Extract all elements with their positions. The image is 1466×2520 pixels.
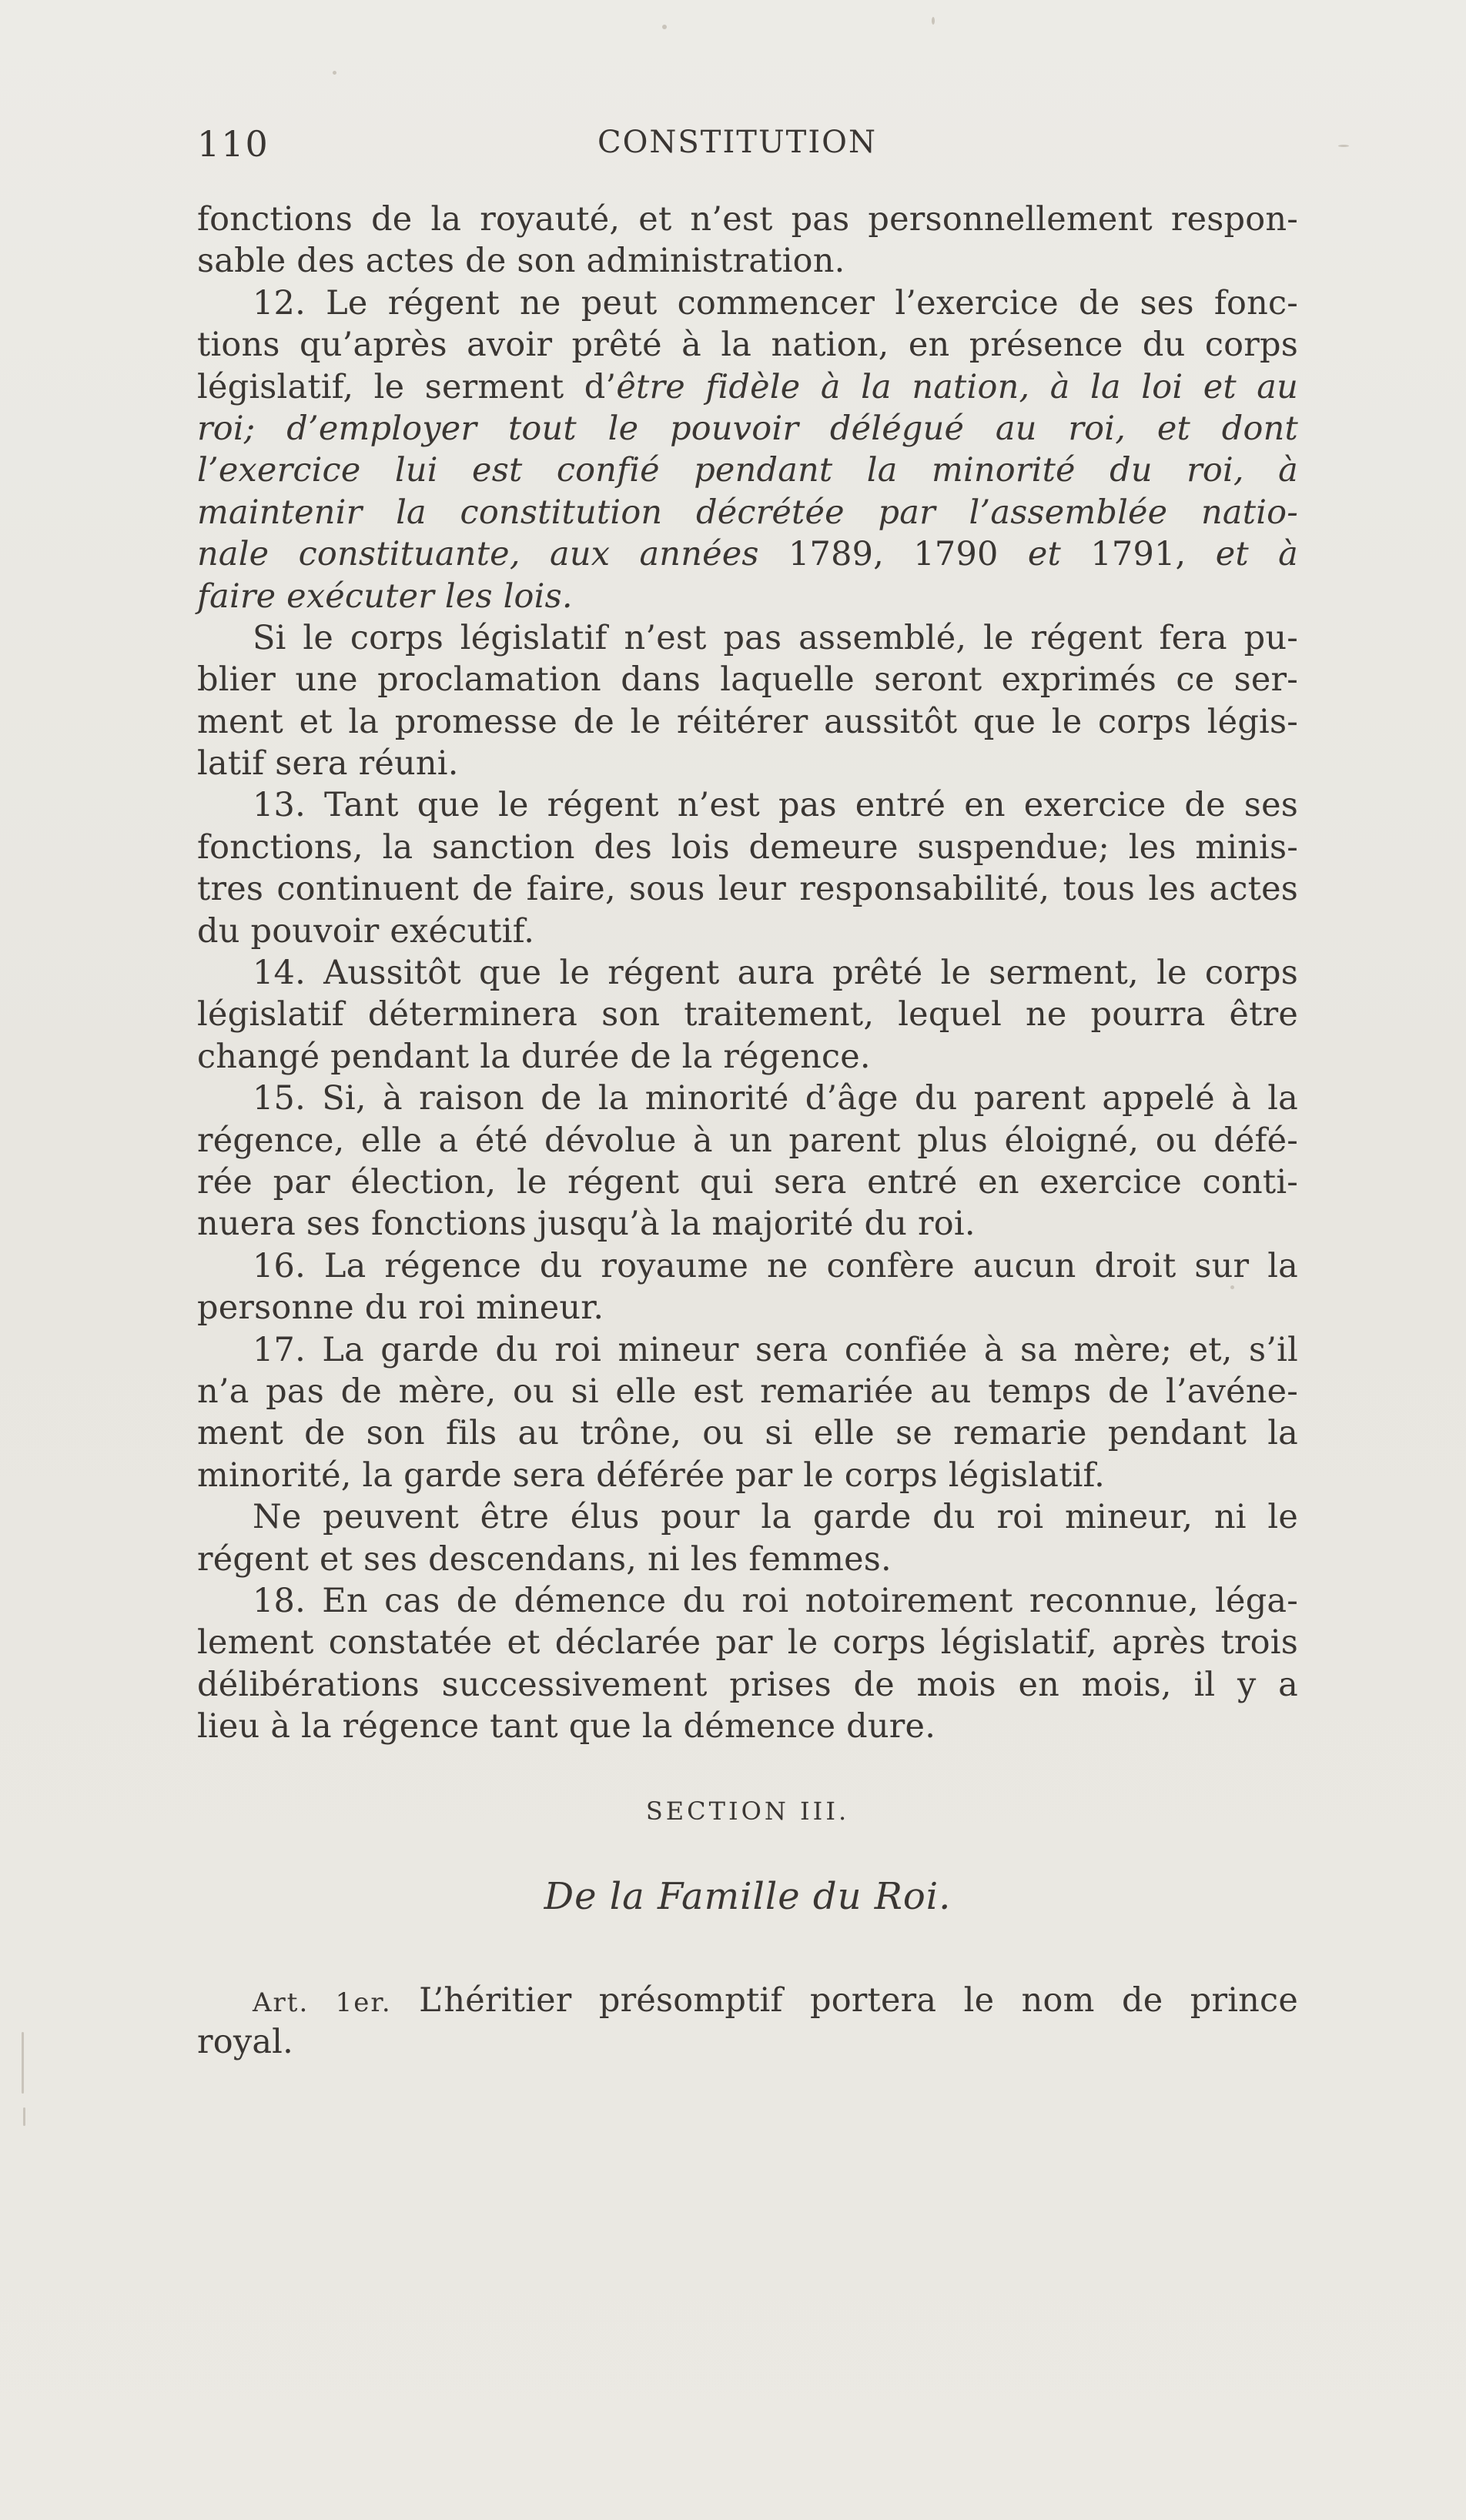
text-line: lieu à la régence tant que la démence dure. xyxy=(197,1707,936,1746)
text-run: L’héritier présomptif portera le nom de prince xyxy=(391,1981,1298,2020)
text-line: 14. Aussitôt que le régent aura prêté le serment, le corps xyxy=(253,954,1298,993)
text-line: ment et la promesse de le réitérer aussitôt que le corps légis- xyxy=(197,702,1298,741)
oath-line: roi; d’employer tout le pouvoir délégué au roi, et dont xyxy=(197,409,1298,448)
body-text xyxy=(197,199,1298,1747)
text-line: fonctions de la royauté, et n’est pas personnellement respon- xyxy=(197,200,1298,239)
text-line: délibérations successivement prises de mois en mois, il y a xyxy=(197,1665,1298,1704)
text-line: 16. La régence du royaume ne confère aucun droit sur la xyxy=(253,1246,1298,1285)
text-line: législatif déterminera son traitement, lequel ne pourra être xyxy=(197,995,1298,1034)
article-label: Art. 1er. xyxy=(253,1987,392,2018)
text-line: 18. En cas de démence du roi notoirement reconnue, léga- xyxy=(253,1581,1298,1620)
oath-text: et à xyxy=(1215,535,1298,574)
text-line: nuera ses fonctions jusqu’à la majorité du roi. xyxy=(197,1205,976,1244)
text-line: 17. La garde du roi mineur sera confiée à sa mère; et, s’il xyxy=(253,1330,1298,1369)
text-line: du pouvoir exécutif. xyxy=(197,911,535,951)
article-1 xyxy=(197,1980,1298,2064)
text-line: lement constatée et déclarée par le corps législatif, après trois xyxy=(197,1623,1298,1663)
page-header xyxy=(197,123,1298,177)
text-line: régence, elle a été dévolue à un parent plus éloigné, ou défé- xyxy=(197,1121,1298,1160)
paper-speck xyxy=(1230,1285,1234,1289)
oath-line: l’exercice lui est confié pendant la minorité du roi, à xyxy=(197,451,1298,490)
oath-text: nale constituante, aux années xyxy=(197,535,759,574)
running-title: CONSTITUTION xyxy=(597,125,877,160)
text-line: personne du roi mineur. xyxy=(197,1288,604,1328)
paper-speck xyxy=(932,17,935,25)
paper-speck xyxy=(1338,145,1349,147)
text-line: changé pendant la durée de la régence. xyxy=(197,1037,871,1076)
text-line: régent et ses descendans, ni les femmes. xyxy=(197,1539,892,1579)
paper-speck xyxy=(662,25,667,29)
text-line: royal. xyxy=(197,2023,293,2062)
year-text: 1791, xyxy=(1061,535,1216,574)
text-line: sable des actes de son administration. xyxy=(197,242,845,281)
text-line: tres continuent de faire, sous leur responsabilité, tous les actes xyxy=(197,870,1298,909)
paper-speck xyxy=(22,2032,24,2094)
section-label: SECTION III. xyxy=(645,1796,850,1826)
text-line: tions qu’après avoir prêté à la nation, en présence du corps xyxy=(197,326,1298,365)
oath-text: être fidèle à la nation, à la loi et au xyxy=(616,367,1298,406)
text-line: blier une proclamation dans laquelle seront exprimés ce ser- xyxy=(197,660,1298,700)
text-line: 13. Tant que le régent n’est pas entré en exercice de ses xyxy=(253,786,1298,825)
text-line: n’a pas de mère, ou si elle est remariée au temps de l’avéne- xyxy=(197,1372,1298,1411)
text-line: latif sera réuni. xyxy=(197,744,459,784)
oath-line: faire exécuter les lois. xyxy=(197,577,573,616)
year-text: 1789, 1790 xyxy=(758,535,1028,574)
text-line xyxy=(197,366,1298,408)
text-line: 12. Le régent ne peut commencer l’exercice de ses fonc- xyxy=(253,283,1298,323)
oath-line: maintenir la constitution décrétée par l’assemblée natio- xyxy=(197,493,1298,532)
text-line: ment de son fils au trône, ou si elle se remarie pendant la xyxy=(197,1414,1298,1453)
paper-speck xyxy=(23,2107,25,2126)
text-line: Ne peuvent être élus pour la garde du roi mineur, ni le xyxy=(253,1498,1298,1537)
text-line xyxy=(197,1980,1298,2021)
oath-text: et xyxy=(1027,535,1062,574)
paper-speck xyxy=(333,71,336,75)
text-line: fonctions, la sanction des lois demeure suspendue; les minis- xyxy=(197,827,1298,867)
section-title: De la Famille du Roi. xyxy=(544,1875,952,1918)
text-line: minorité, la garde sera déférée par le corps législatif. xyxy=(197,1456,1105,1495)
oath-line xyxy=(197,533,1298,575)
text-line: 15. Si, à raison de la minorité d’âge du parent appelé à la xyxy=(253,1079,1298,1118)
text-run: législatif, le serment d’ xyxy=(197,367,617,406)
text-line: rée par élection, le régent qui sera entré en exercice conti- xyxy=(197,1162,1298,1202)
page-number: 110 xyxy=(197,123,269,165)
text-line: Si le corps législatif n’est pas assemblé, le régent fera pu- xyxy=(253,618,1298,657)
